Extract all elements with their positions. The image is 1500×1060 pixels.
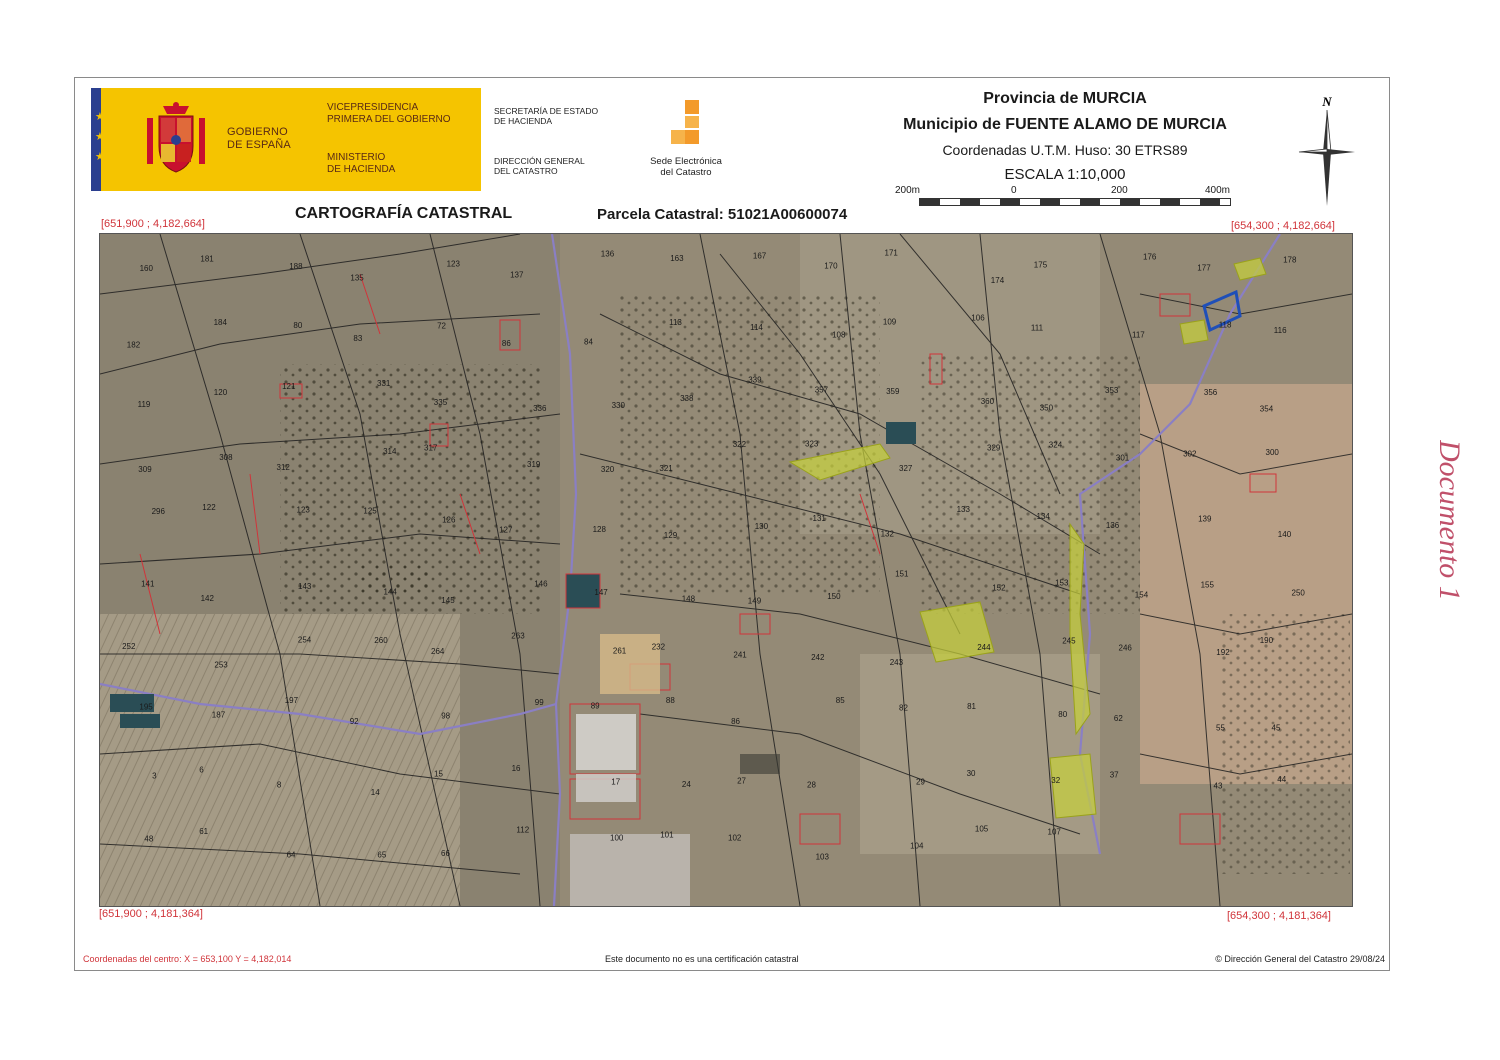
- parcel-label: 263: [511, 631, 525, 641]
- parcel-label: 192: [1216, 648, 1230, 658]
- parcel-label: 296: [151, 507, 165, 517]
- parcel-label: 127: [499, 525, 513, 535]
- parcel-label: 88: [665, 696, 675, 705]
- parcel-label: 359: [886, 386, 900, 396]
- parcel-label: 85: [835, 695, 845, 705]
- parcel-label: 181: [200, 254, 214, 264]
- parcel-label: 112: [516, 825, 530, 835]
- parcel-label: 152: [992, 583, 1006, 593]
- corner-bottom-left: [651,900 ; 4,181,364]: [99, 908, 203, 920]
- direccion-general: DIRECCIÓN GENERAL DEL CATASTRO: [494, 156, 585, 176]
- parcel-label: 32: [1051, 776, 1061, 785]
- parcel-label: 24: [681, 780, 691, 790]
- sede-electronica-label: Sede Electrónica del Catastro: [650, 156, 722, 178]
- parcel-label: 175: [1033, 260, 1048, 270]
- parcel-label: 8: [276, 780, 282, 790]
- parcel-label: 182: [126, 340, 141, 350]
- parcel-label: 86: [501, 338, 511, 348]
- parcel-label: 339: [748, 375, 762, 385]
- parcel-label: 62: [1113, 713, 1123, 723]
- parcel-label: 327: [899, 463, 913, 473]
- parcel-label: 48: [144, 834, 154, 844]
- parcel-label: 171: [884, 248, 898, 258]
- parcel-label: 360: [980, 397, 995, 407]
- parcel-label: 111: [1030, 323, 1044, 333]
- parcel-label: 350: [1039, 403, 1054, 413]
- parcel-label: 195: [139, 702, 153, 712]
- parcel-label: 308: [219, 453, 233, 463]
- parcel-label: 150: [827, 591, 841, 601]
- parcel-label: 117: [1132, 330, 1145, 340]
- government-banner: [131, 88, 481, 191]
- parcel-label: 320: [600, 465, 615, 475]
- parcel-label: 119: [137, 400, 151, 410]
- parcel-label: 174: [990, 276, 1005, 286]
- parcel-label: 314: [383, 446, 397, 456]
- parcel-label: 145: [441, 596, 455, 605]
- parcel-label: 136: [1105, 521, 1120, 530]
- parcel-label: 106: [971, 313, 985, 323]
- parcela-catastral: Parcela Catastral: 51021A00600074: [597, 206, 848, 223]
- parcel-label: 319: [527, 459, 541, 469]
- parcel-label: 107: [1047, 827, 1061, 837]
- parcel-label: 190: [1259, 635, 1274, 645]
- parcel-label: 109: [882, 317, 897, 327]
- scale-label: 200: [1111, 185, 1128, 196]
- parcel-label: 139: [1198, 514, 1212, 524]
- parcel-label: 16: [511, 763, 521, 773]
- parcel-label: 55: [1216, 723, 1225, 733]
- parcel-label: 338: [680, 394, 694, 404]
- parcel-label: 264: [431, 646, 445, 656]
- handwritten-text: Documento 1: [1433, 440, 1466, 601]
- parcel-label: 61: [199, 827, 209, 837]
- parcel-label: 260: [374, 636, 388, 646]
- parcel-label: 126: [442, 515, 456, 525]
- parcel-label: 323: [805, 439, 819, 449]
- parcel-label: 128: [592, 525, 606, 535]
- corner-top-right: [654,300 ; 4,182,664]: [1231, 220, 1335, 232]
- parcel-label: 6: [199, 765, 204, 775]
- parcel-label: 44: [1277, 774, 1287, 784]
- parcel-label: 167: [752, 251, 767, 261]
- parcel-label: 155: [1200, 580, 1214, 590]
- parcel-label: 197: [284, 695, 299, 705]
- parcel-label: 135: [350, 273, 364, 283]
- parcel-label: 261: [612, 646, 627, 656]
- parcel-label: 132: [880, 529, 894, 539]
- parcel-label: 245: [1062, 636, 1076, 646]
- parcel-label: 113: [669, 318, 682, 328]
- parcel-label: 322: [732, 440, 747, 450]
- parcel-label: 130: [754, 522, 769, 532]
- parcel-label: 309: [138, 465, 152, 475]
- parcel-label: 170: [824, 261, 838, 271]
- parcel-label: 151: [895, 569, 909, 579]
- parcel-label: 144: [383, 587, 397, 597]
- parcel-label: 45: [1271, 723, 1281, 733]
- handwritten-annotation: [1418, 440, 1488, 610]
- copyright: © Dirección General del Catastro 29/08/24: [1215, 954, 1385, 964]
- parcel-label: 163: [670, 254, 684, 264]
- north-arrow-icon: [1297, 94, 1357, 206]
- parcel-label: 133: [956, 505, 970, 515]
- parcel-label: 153: [1055, 578, 1069, 588]
- corner-bottom-right: [654,300 ; 4,181,364]: [1227, 910, 1331, 922]
- parcel-label: 331: [377, 379, 391, 388]
- parcel-label: 253: [214, 660, 228, 670]
- parcel-label: 14: [370, 787, 380, 797]
- parcel-label: 312: [276, 462, 290, 472]
- parcel-label: 98: [441, 711, 451, 721]
- parcel-label: 250: [1291, 588, 1305, 598]
- municipio-title: Municipio de FUENTE ALAMO DE MURCIA: [903, 116, 1227, 133]
- parcel-label: 15: [434, 769, 443, 779]
- parcel-label: 92: [349, 717, 359, 727]
- parcel-label: 105: [974, 824, 989, 834]
- parcel-label: 252: [122, 642, 136, 652]
- provincia-title: Provincia de MURCIA: [983, 90, 1147, 107]
- vicepresidencia: VICEPRESIDENCIA PRIMERA DEL GOBIERNO: [327, 102, 451, 125]
- parcel-label: 29: [916, 777, 925, 787]
- parcel-label: 232: [651, 642, 666, 652]
- parcel-label: 83: [353, 334, 363, 344]
- parcel-label: 104: [910, 841, 924, 851]
- parcel-label: 246: [1118, 643, 1132, 653]
- parcel-label: 317: [424, 443, 438, 453]
- disclaimer: Este documento no es una certificación catastral: [605, 954, 799, 964]
- parcel-label: 136: [600, 249, 615, 259]
- parcel-label: 123: [296, 505, 310, 515]
- parcel-label: 89: [590, 701, 600, 711]
- scale-label: 200m: [895, 185, 921, 196]
- parcel-label: 30: [966, 769, 976, 779]
- parcel-label: 108: [832, 330, 846, 340]
- scale-bar-graphic: [919, 198, 1231, 206]
- parcel-label: 120: [213, 388, 228, 398]
- parcel-label: 178: [1283, 255, 1297, 265]
- parcel-label: 154: [1134, 590, 1149, 600]
- scale-label: 400m: [1205, 185, 1231, 196]
- parcel-label: 121: [282, 382, 296, 392]
- parcel-label: 84: [584, 337, 593, 347]
- spain-flag-icon: ★ ★ ★: [91, 88, 131, 191]
- parcel-label: 116: [1273, 325, 1287, 335]
- parcel-label: 65: [377, 850, 387, 860]
- parcel-label: 43: [1213, 781, 1223, 791]
- sede-electronica-logo-icon: [671, 100, 701, 144]
- parcel-label: 137: [510, 270, 524, 280]
- parcel-label: 129: [663, 530, 678, 540]
- parcel-label: 82: [899, 703, 908, 713]
- parcel-label: 101: [660, 830, 674, 840]
- parcel-label: 357: [814, 385, 829, 395]
- parcel-label: 118: [1218, 320, 1232, 330]
- parcel-label: 300: [1265, 447, 1279, 457]
- parcel-label: 81: [967, 702, 977, 711]
- parcel-label: 146: [534, 579, 548, 589]
- map-canvas[interactable]: [100, 234, 1352, 906]
- parcel-label: 147: [594, 588, 608, 598]
- parcel-label: 131: [812, 513, 826, 523]
- parcel-label: 80: [293, 320, 303, 330]
- parcel-label: 17: [611, 777, 621, 787]
- parcel-label: 86: [731, 716, 741, 726]
- parcel-label: 134: [1036, 512, 1050, 522]
- map-scale-text: ESCALA 1:10,000: [1004, 166, 1126, 183]
- parcel-label: 335: [433, 398, 448, 407]
- parcel-label: 254: [297, 635, 312, 645]
- parcel-label: 141: [141, 579, 155, 589]
- parcel-label: 102: [728, 833, 742, 843]
- parcel-label: 64: [286, 850, 296, 860]
- parcel-label: 3: [152, 771, 157, 781]
- corner-top-left: [651,900 ; 4,182,664]: [101, 218, 205, 230]
- parcel-label: 188: [289, 262, 303, 272]
- parcel-label: 160: [139, 263, 153, 273]
- parcel-label: 103: [815, 852, 829, 862]
- parcel-label: 336: [533, 404, 547, 414]
- parcel-label: 244: [977, 642, 991, 652]
- parcel-label: 302: [1183, 449, 1197, 459]
- parcel-label: 356: [1203, 388, 1218, 398]
- parcel-label: 353: [1105, 385, 1119, 395]
- parcel-label: 72: [437, 321, 447, 331]
- parcel-label: 241: [733, 650, 747, 660]
- parcel-label: 177: [1197, 263, 1211, 273]
- parcel-label: 148: [681, 594, 696, 604]
- scale-bar: [895, 182, 1235, 208]
- parcel-label: 122: [202, 503, 216, 512]
- cadastral-orthophoto-map[interactable]: [99, 233, 1353, 907]
- parcel-label: 354: [1259, 404, 1274, 414]
- parcel-label: 184: [213, 318, 227, 327]
- parcel-label: 149: [747, 596, 762, 606]
- parcel-label: 66: [441, 848, 450, 858]
- parcel-label: 123: [446, 259, 460, 269]
- parcel-label: 27: [737, 776, 747, 786]
- parcel-label: 143: [298, 582, 312, 591]
- scale-label: 0: [1011, 185, 1017, 196]
- parcel-label: 28: [807, 780, 816, 790]
- parcel-label: 321: [659, 463, 673, 473]
- coordinate-system: Coordenadas U.T.M. Huso: 30 ETRS89: [942, 142, 1188, 158]
- parcel-label: 324: [1048, 440, 1063, 450]
- parcel-label: 37: [1109, 770, 1119, 780]
- parcel-label: 99: [534, 698, 544, 708]
- parcel-label: 242: [811, 653, 825, 663]
- gobierno-de-espana: GOBIERNO DE ESPAÑA: [227, 126, 291, 151]
- ministerio-de-hacienda: MINISTERIO DE HACIENDA: [327, 152, 396, 175]
- north-label: N: [1322, 94, 1332, 109]
- center-coordinates: Coordenadas del centro: X = 653,100 Y = 4,182,014: [83, 954, 292, 964]
- parcel-label: 243: [889, 658, 904, 668]
- parcel-label: 100: [610, 833, 624, 843]
- parcel-label: 80: [1058, 709, 1068, 719]
- parcel-label: 329: [987, 443, 1001, 453]
- secretaria-de-estado: SECRETARÍA DE ESTADO DE HACIENDA: [494, 106, 599, 126]
- parcel-label: 187: [211, 710, 226, 720]
- parcel-label: 301: [1115, 453, 1130, 463]
- map-title: CARTOGRAFÍA CATASTRAL: [295, 205, 513, 222]
- parcel-label: 330: [611, 400, 625, 410]
- parcel-label: 140: [1277, 530, 1292, 540]
- parcel-label: 114: [750, 323, 763, 333]
- parcel-label: 125: [363, 506, 377, 516]
- parcel-label: 142: [200, 594, 214, 603]
- coat-of-arms-icon: [145, 100, 207, 176]
- catastro-sheet: [74, 77, 1390, 971]
- parcel-label: 176: [1143, 252, 1157, 262]
